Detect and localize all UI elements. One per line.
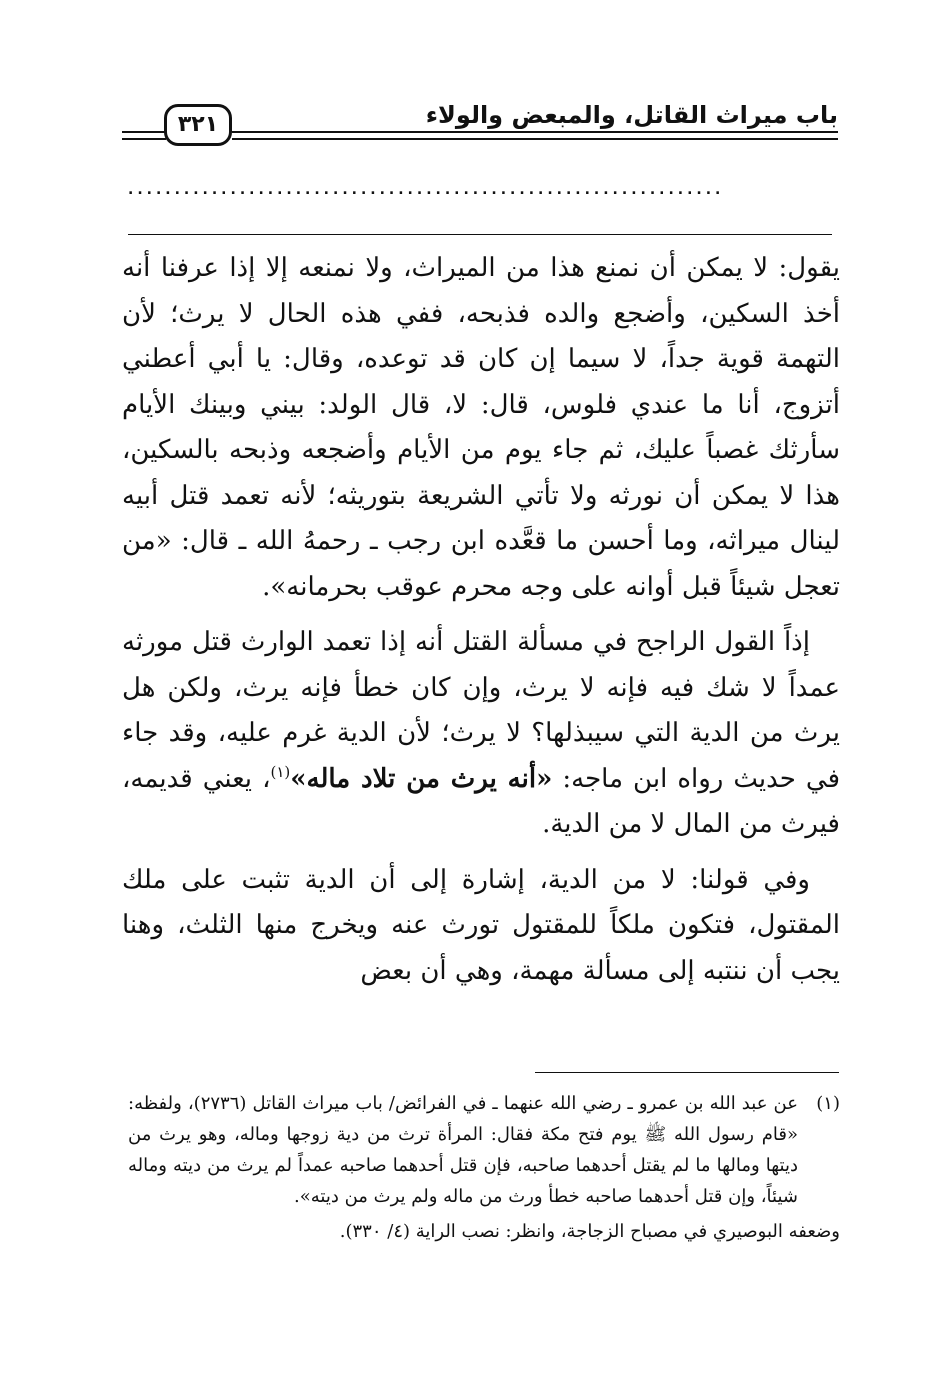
header-double-rule xyxy=(232,131,838,140)
hadith-quote: «أنه يرث من تلاد ماله» xyxy=(290,763,553,794)
paragraph: وفي قولنا: لا من الدية، إشارة إلى أن الدية تثبت على ملك المقتول، فتكون ملكاً للمقتول تورث عنه ويخرج منها الثلث، وهنا يجب أن ننتبه إلى مسألة مهمة، وهي أن بعض xyxy=(122,864,840,986)
footnote-reference[interactable]: (١) xyxy=(270,762,291,781)
page-number: ٣٢١ xyxy=(164,104,232,146)
chapter-title: باب ميراث القاتل، والمبعض والولاء xyxy=(425,101,838,129)
dotted-separator: ................................................................ xyxy=(128,182,725,198)
footnote-text: عن عبد الله بن عمرو ـ رضي الله عنهما ـ في الفرائض/ باب ميراث القاتل (٢٧٣٦)، ولفظه: «قام رسول الله ﷺ يوم فتح مكة فقال: المرأة ترث من دية زوجها وماله، وهو يرث من ديتها ومالها ما لم يقتل أحدهما صاحبه، فإن قتل أحدهما صاحبه عمداً لم يرث من ديته وماله شيئاً، وإن قتل أحدهما صاحبه خطأ ورث من ماله ولم يرث من ديته». xyxy=(128,1093,798,1207)
running-header xyxy=(122,96,838,156)
top-divider xyxy=(128,234,832,235)
header-double-rule-left xyxy=(122,131,166,140)
footnote-continuation: وضعفه البوصيري في مصباح الزجاجة، وانظر: نصب الراية (٤/ ٣٣٠). xyxy=(339,1221,840,1242)
paragraph-text: إذاً القول الراجح في مسألة القتل أنه إذا تعمد الوارث قتل مورثه عمداً لا شك فيه فإنه لا يرث، وإن كان خطأ فإنه يرث، ولكن هل يرث من الدية التي سيبذلها؟ لا يرث؛ لأن الدية غرم عليه، وقد جاء في حديث رواه ابن ماجه: xyxy=(122,627,840,794)
paragraph: يقول: لا يمكن أن نمنع هذا من الميراث، ولا نمنعه إلا إذا عرفنا أنه أخذ السكين، وأضجع والده فذبحه، ففي هذه الحال لا يرث؛ لأن التهمة قوية جداً، لا سيما إن كان قد توعده، وقال: يا أبي أعطني أتزوج، أنا ما عندي فلوس، قال: لا، قال الولد: بيني وبينك الأيام سأرثك غصباً عليك، ثم جاء يوم من الأيام وأضجعه وذبحه بالسكين، هذا لا يمكن أن نورثه ولا تأتي الشريعة بتوريثه؛ لأنه تعمد قتل أبيه لينال ميراثه، وما أحسن ما قعَّده ابن رجب ـ رحمهُ الله ـ قال: «من تعجل شيئاً قبل أوانه على وجه محرم عوقب بحرمانه». xyxy=(122,253,840,602)
paragraph-text: ، يعني قديمه، فيرث من المال لا من الدية. xyxy=(122,763,840,839)
main-text xyxy=(122,246,840,994)
footnote-divider xyxy=(535,1072,839,1073)
footnote-item xyxy=(128,1088,840,1212)
footnotes xyxy=(128,1088,840,1247)
footnote-number: (١) xyxy=(816,1093,840,1114)
paragraph xyxy=(122,620,840,848)
